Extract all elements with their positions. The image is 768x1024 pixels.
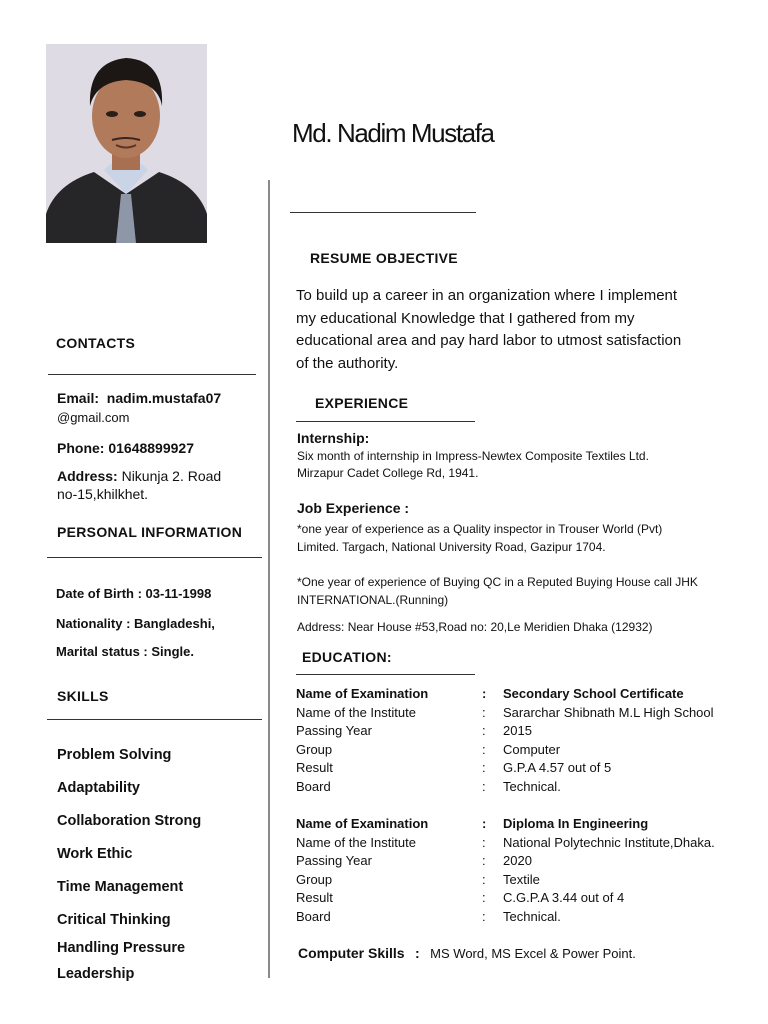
address-label: Address: <box>57 468 118 484</box>
education-ssc-table <box>296 685 714 797</box>
experience-heading: EXPERIENCE <box>315 395 409 411</box>
table-row: Group : Computer <box>296 741 561 757</box>
internship-line2: Mirzapur Cadet College Rd, 1941. <box>297 466 479 480</box>
education-heading: EDUCATION: <box>302 649 392 665</box>
objective-heading: RESUME OBJECTIVE <box>310 250 458 266</box>
personal-info-rule <box>47 557 262 558</box>
table-row: Name of Examination : Diploma In Engineering <box>296 816 649 831</box>
phone-label: Phone: <box>57 440 105 456</box>
phone-value: 01648899927 <box>108 440 194 456</box>
marital-status: Marital status : Single. <box>56 644 194 659</box>
skill-item: Collaboration Strong <box>57 813 202 829</box>
computer-skills-value: MS Word, MS Excel & Power Point. <box>430 946 636 961</box>
table-row: Result : G.P.A 4.57 out of 5 <box>296 760 612 776</box>
computer-skills-line <box>298 945 636 963</box>
nationality: Nationality : Bangladeshi, <box>56 616 215 631</box>
table-row: Board : Technical. <box>296 908 561 924</box>
name-underline <box>290 212 476 213</box>
table-row: Board : Technical. <box>296 778 561 794</box>
table-row: Passing Year : 2020 <box>296 853 532 869</box>
contacts-heading: CONTACTS <box>56 335 136 351</box>
address-line <box>57 468 221 484</box>
table-row: Result : C.G.P.A 3.44 out of 4 <box>296 890 625 906</box>
email-line <box>57 390 221 406</box>
skill-item: Handling Pressure <box>57 940 186 956</box>
table-row: Name of Examination : Secondary School Certificate <box>296 686 684 701</box>
internship-line1: Six month of internship in Impress-Newtex Composite Textiles Ltd. <box>297 449 649 463</box>
objective-text: To build up a career in an organization where I implement my educational Knowledge that I gathered from my educational area and pay hard labor to utmost satisfaction of the authority. <box>296 287 682 372</box>
job1-line2: Limited. Targach, National University Road, Gazipur 1704. <box>297 540 606 554</box>
table-row: Name of the Institute : Sararchar Shibnath M.L High School <box>296 704 714 720</box>
column-divider <box>268 180 270 978</box>
phone-line <box>57 440 194 456</box>
address-line1: Nikunja 2. Road <box>121 468 222 484</box>
skill-item: Time Management <box>57 879 184 895</box>
education-rule <box>296 674 475 675</box>
portrait-image <box>46 44 207 243</box>
education-diploma-table <box>296 815 715 927</box>
email-domain: @gmail.com <box>57 410 130 425</box>
computer-skills-label: Computer Skills <box>298 945 405 961</box>
email-label: Email: <box>57 390 100 406</box>
job2-line2: INTERNATIONAL.(Running) <box>297 593 449 607</box>
table-row: Passing Year : 2015 <box>296 723 532 739</box>
skill-item: Critical Thinking <box>57 912 171 928</box>
date-of-birth: Date of Birth : 03-11-1998 <box>56 586 212 601</box>
personal-info-heading: PERSONAL INFORMATION <box>57 524 243 540</box>
contacts-rule <box>48 374 256 375</box>
email-value: nadim.mustafa07 <box>106 390 222 406</box>
skills-rule <box>47 719 262 720</box>
address-line2: no-15,khilkhet. <box>57 486 149 502</box>
table-row: Group : Textile <box>296 871 540 887</box>
skills-heading: SKILLS <box>57 688 109 704</box>
skill-item: Leadership <box>57 966 135 982</box>
computer-skills-colon: : <box>415 945 420 961</box>
job2-address: Address: Near House #53,Road no: 20,Le Meridien Dhaka (12932) <box>297 620 653 634</box>
profile-photo <box>46 44 207 243</box>
job2-line1: *One year of experience of Buying QC in a Reputed Buying House call JHK <box>297 575 698 589</box>
skill-item: Adaptability <box>57 780 140 796</box>
table-row: Name of the Institute : National Polytechnic Institute,Dhaka. <box>296 834 715 850</box>
internship-title: Internship: <box>297 430 370 446</box>
experience-rule <box>296 421 475 422</box>
skill-item: Problem Solving <box>57 747 172 763</box>
skill-item: Work Ethic <box>57 846 133 862</box>
job1-line1: *one year of experience as a Quality inspector in Trouser World (Pvt) <box>297 522 663 536</box>
candidate-name: Md. Nadim Mustafa <box>292 118 494 148</box>
job-experience-title: Job Experience : <box>297 500 410 516</box>
